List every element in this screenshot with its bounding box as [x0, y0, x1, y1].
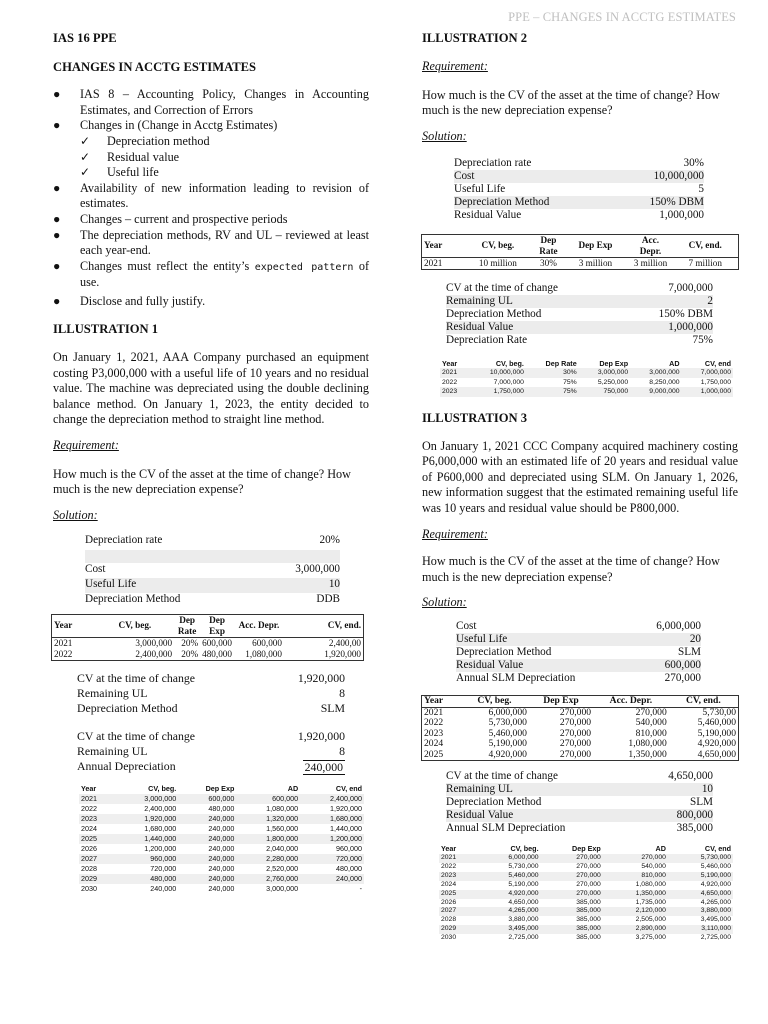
table-cell: 2024	[441, 880, 457, 888]
table-row	[440, 387, 733, 397]
kv-row: Depreciation rate 30%	[454, 156, 704, 169]
table-cell: 270,000	[603, 854, 668, 863]
col-header: Acc. Depr.	[639, 234, 662, 256]
table-cell: 2,040,000	[266, 843, 299, 853]
table-row	[79, 794, 364, 804]
table-row	[439, 934, 733, 943]
table-cell: 3,000,000	[266, 883, 299, 893]
col-header: CV, beg.	[148, 783, 177, 793]
table-cell: 1,080,000	[635, 880, 666, 888]
solution-label: Solution:	[422, 594, 467, 609]
bullet-item: ● Changes in (Change in Acctg Estimates)	[53, 118, 278, 133]
table-cell: 1,080,000	[628, 738, 667, 750]
table-cell: 960,000	[114, 854, 178, 864]
kv-row: Depreciation Method DDB	[85, 592, 340, 605]
table-cell: 5,730,000	[508, 862, 539, 870]
illustration-1-text: On January 1, 2021, AAA Company purchased an equipment costing P3,000,000 with a useful life of 10 years and no residual value. The machine was depreciated using the double declining balance method. On January 1, 2023, the entity decided to change the depreciation method to straight line method.	[53, 350, 369, 427]
table-row	[439, 907, 733, 916]
check-item: ✓ Useful life	[80, 165, 159, 180]
right-column	[422, 30, 738, 943]
col-header: Year	[54, 620, 73, 631]
kv-row: Remaining UL 8	[77, 743, 345, 758]
table-cell: 3,880,000	[668, 907, 733, 916]
table-cell: 1,440,000	[114, 834, 178, 844]
table-cell: 1,735,000	[635, 898, 666, 906]
col-header: CV, end.	[688, 240, 722, 251]
ill1-inputs	[85, 534, 340, 608]
kv-row: Depreciation Method SLM	[446, 796, 713, 809]
col-header: CV, end.	[686, 695, 721, 707]
ill1-ddb-table	[51, 614, 364, 661]
col-header: Dep Rate	[177, 614, 197, 636]
requirement-text: How much is the CV of the asset at the time of change? How much is the new depreciation expense?	[53, 466, 351, 497]
kv-row: Useful Life 10	[85, 578, 340, 593]
table-cell: 385,000	[541, 925, 603, 934]
col-header: Dep Rate	[545, 358, 577, 368]
table-cell: 4,920,000	[700, 880, 731, 888]
col-header: Acc. Depr.	[238, 620, 280, 631]
table-cell: 2029	[439, 925, 475, 934]
table-row: 2021 10 million 30% 3 million 3 million 7 million	[424, 257, 722, 268]
table-cell: 6,000,000	[475, 854, 540, 863]
table-cell: 2,520,000	[266, 863, 299, 873]
ill3-inputs	[456, 620, 701, 685]
table-row	[79, 864, 364, 874]
table-cell: 75%	[526, 387, 579, 397]
kv-row	[85, 550, 340, 563]
table-cell: 240,000	[208, 843, 235, 853]
table-cell: 270,000	[559, 738, 592, 750]
table-cell: 1,200,000	[144, 843, 177, 853]
table-cell: 385,000	[576, 898, 601, 906]
table-cell: 2023	[424, 727, 444, 739]
table-cell: 1,800,000	[236, 834, 300, 844]
table-cell: 240,000	[300, 874, 364, 884]
kv-row: Annual SLM Depreciation 385,000	[446, 822, 713, 835]
col-header: Year	[442, 358, 458, 368]
table-cell: 720,000	[150, 863, 177, 873]
col-header: Year	[81, 783, 97, 793]
ill1-new-depreciation	[77, 730, 345, 775]
table-cell: 480,000	[114, 874, 178, 884]
requirement-text: How much is the CV of the asset at the time of change? How much is the new depreciation expense?	[422, 87, 720, 118]
table-cell: 2,725,000	[508, 934, 539, 942]
ill2-inputs	[454, 157, 704, 222]
table-cell: 2028	[441, 916, 457, 924]
requirement-label: Requirement:	[53, 438, 119, 453]
doc-subtitle: CHANGES IN ACCTG ESTIMATES	[53, 60, 257, 75]
table-cell: 810,000	[603, 872, 668, 881]
table-cell: 270,000	[559, 717, 592, 729]
table-cell: 270,000	[559, 706, 592, 718]
kv-row: Residual Value 800,000	[446, 809, 713, 822]
kv-row: Remaining UL 2	[446, 294, 713, 307]
checkmark-icon: ✓	[80, 134, 91, 149]
table-cell: 2027	[439, 907, 475, 916]
bullet-item: ● The depreciation methods, RV and UL – reviewed at least each year-end.	[53, 227, 369, 258]
table-cell: 540,000	[641, 862, 666, 870]
table-cell: 2025	[439, 890, 475, 899]
running-header: PPE – CHANGES IN ACCTG ESTIMATES	[508, 10, 736, 24]
kv-row: Depreciation Method 150% DBM	[446, 307, 713, 320]
table-cell: 3,110,000	[668, 925, 733, 934]
illustration-2-title: ILLUSTRATION 2	[422, 31, 528, 45]
table-cell: 4,650,000	[668, 890, 733, 899]
bullet-item: ● IAS 8 – Accounting Policy, Changes in Accounting Estimates, and Correction of Errors	[53, 87, 369, 117]
table-cell: 270,000	[559, 748, 592, 760]
kv-row: Depreciation rate 20%	[85, 533, 340, 546]
kv-row: Depreciation Method SLM	[77, 700, 345, 715]
col-header: Year	[441, 844, 457, 854]
col-header: CV, beg.	[481, 240, 515, 251]
table-cell: 2024	[424, 738, 444, 750]
table-cell: 1,440,000	[330, 823, 362, 833]
col-header: Year	[424, 695, 444, 707]
table-row	[79, 854, 364, 864]
requirement-label: Requirement:	[422, 59, 488, 74]
table-cell: 2028	[81, 863, 97, 873]
table-cell: 1,320,000	[236, 814, 300, 824]
solution-label: Solution:	[422, 128, 467, 143]
col-header: CV, end	[704, 844, 731, 854]
table-cell: 4,265,000	[475, 907, 540, 916]
table-cell: 5,460,000	[488, 727, 527, 739]
table-cell: 2026	[441, 898, 457, 906]
table-cell: 1,750,000	[700, 378, 731, 386]
table-cell: 2021	[440, 368, 469, 378]
table-cell: 4,920,000	[488, 748, 527, 760]
table-cell: 5,190,000	[508, 880, 539, 888]
table-cell: 750,000	[579, 387, 630, 397]
table-cell: 2,120,000	[603, 907, 668, 916]
table-cell: 30%	[526, 368, 579, 378]
col-header: Dep Rate	[539, 234, 558, 256]
table-row: 2022 2,400,000 20% 480,000 1,080,000 1,920,000	[54, 648, 361, 659]
kv-row: CV at the time of change 1,920,000	[77, 670, 345, 685]
table-cell: 1,680,000	[144, 823, 177, 833]
check-item: ✓ Depreciation method	[80, 134, 210, 149]
table-cell: 270,000	[541, 890, 603, 899]
kv-row: CV at the time of change 1,920,000	[77, 728, 345, 743]
ill1-schedule-table	[79, 784, 364, 894]
kv-row: Annual SLM Depreciation 270,000	[456, 672, 701, 685]
table-cell: 1,920,000	[330, 803, 362, 813]
bullet-dot-icon: ●	[53, 118, 61, 133]
table-cell: 2,400,000	[144, 803, 177, 813]
table-cell: 385,000	[576, 916, 601, 924]
table-cell: 270,000	[541, 872, 603, 881]
table-cell: 5,460,000	[700, 862, 731, 870]
table-row	[439, 854, 733, 863]
ill2-schedule-table	[440, 359, 733, 397]
col-header: Dep Exp	[209, 614, 225, 636]
table-row	[79, 824, 364, 834]
table-cell: 1,350,000	[628, 748, 667, 760]
col-header: CV, beg.	[495, 358, 524, 368]
table-cell: 7,000,000	[493, 378, 524, 386]
checkmark-icon: ✓	[80, 149, 91, 164]
table-cell: 2023	[79, 814, 114, 824]
bullet-dot-icon: ●	[53, 87, 61, 102]
table-cell: 3,000,000	[579, 368, 630, 378]
kv-row: Cost 6,000,000	[456, 620, 701, 633]
table-cell: 240,000	[208, 863, 235, 873]
table-cell: 2025	[424, 748, 444, 760]
check-item: ✓ Residual value	[80, 149, 180, 164]
table-cell: 240,000	[178, 854, 236, 864]
col-header: Acc. Depr.	[609, 695, 653, 707]
table-cell: 9,000,000	[630, 387, 681, 397]
table-cell: 1,680,000	[300, 814, 364, 824]
table-cell: 810,000	[635, 727, 667, 739]
col-header: CV, end	[704, 358, 731, 368]
bullet-dot-icon: ●	[53, 180, 61, 195]
table-cell: 1,350,000	[603, 890, 668, 899]
table-cell: 2,725,000	[700, 934, 731, 942]
table-cell: 4,650,000	[697, 748, 736, 760]
table-row	[440, 378, 733, 388]
table-row	[439, 881, 733, 890]
table-cell: 2,505,000	[635, 916, 666, 924]
table-cell: 240,000	[178, 834, 236, 844]
table-cell: 3,495,000	[475, 925, 540, 934]
table-cell: 2022	[442, 378, 458, 386]
table-cell: 600,000	[236, 794, 300, 804]
illustration-3-title: ILLUSTRATION 3	[422, 410, 528, 425]
table-cell: 2026	[81, 843, 97, 853]
table-cell: 10,000,000	[469, 368, 526, 378]
col-header: AD	[669, 358, 680, 368]
table-cell: 1,920,000	[114, 814, 178, 824]
kv-row: Remaining UL 8	[77, 685, 345, 700]
table-row	[439, 925, 733, 934]
table-cell: 2021	[79, 794, 114, 804]
table-cell: 270,000	[635, 706, 667, 718]
table-cell: 5,190,000	[488, 738, 527, 750]
table-row: 2021 3,000,000 20% 600,000 600,000 2,400,00	[54, 637, 361, 648]
table-cell: 7,000,000	[682, 368, 733, 378]
table-cell: 3,495,000	[700, 916, 731, 924]
table-cell: 2024	[81, 823, 97, 833]
table-cell: 4,650,000	[508, 898, 539, 906]
table-cell: 2,280,000	[236, 854, 300, 864]
ill3-change-summary	[446, 770, 713, 835]
table-row	[439, 899, 733, 908]
table-cell: 480,000	[208, 803, 235, 813]
table-cell: 2,890,000	[603, 925, 668, 934]
table-cell: 5,730,000	[488, 717, 527, 729]
table-cell: 5,730,00	[702, 706, 736, 718]
table-row	[79, 884, 364, 894]
table-cell: 2,760,000	[236, 874, 300, 884]
table-row	[440, 368, 733, 378]
table-cell: 270,000	[576, 880, 601, 888]
table-cell: 2,400,000	[300, 794, 364, 804]
kv-row: Cost 3,000,000	[85, 562, 340, 575]
table-cell: 600,000	[178, 794, 236, 804]
table-row	[439, 863, 733, 872]
table-row	[439, 890, 733, 899]
requirement-label: Requirement:	[422, 526, 488, 541]
table-cell: 385,000	[576, 934, 601, 942]
table-cell: 2027	[79, 854, 114, 864]
table-row	[79, 834, 364, 844]
col-header: CV, beg.	[118, 620, 152, 631]
table-cell: 1,000,000	[682, 387, 733, 397]
table-cell: 385,000	[541, 907, 603, 916]
bullet-dot-icon: ●	[53, 294, 61, 309]
bullet-dot-icon: ●	[53, 227, 61, 242]
table-cell: 2022	[81, 803, 97, 813]
table-cell: 5,730,000	[668, 854, 733, 863]
table-cell: -	[359, 883, 362, 893]
bullet-dot-icon: ●	[53, 258, 61, 273]
table-cell: 2022	[441, 862, 457, 870]
table-cell: 2025	[79, 834, 114, 844]
table-cell: 270,000	[576, 862, 601, 870]
table-cell: 1,080,000	[266, 803, 299, 813]
bullet-item: ● Changes must reflect the entity’s expected pattern of use.	[53, 258, 370, 289]
table-cell: 720,000	[300, 854, 364, 864]
col-header: CV, beg.	[477, 695, 512, 707]
table-cell: 270,000	[559, 727, 592, 739]
kv-row: CV at the time of change 7,000,000	[446, 281, 713, 294]
checkmark-icon: ✓	[80, 165, 91, 180]
table-row	[79, 804, 364, 814]
table-cell: 75%	[563, 378, 577, 386]
table-cell: 1,200,000	[300, 834, 364, 844]
table-row	[79, 814, 364, 824]
ill3-slm-table	[421, 695, 739, 761]
bullet-list	[53, 87, 369, 310]
table-cell: 8,250,000	[649, 378, 680, 386]
kv-row: CV at the time of change 4,650,000	[446, 770, 713, 783]
col-header: Year	[424, 240, 443, 251]
table-cell: 4,920,000	[475, 890, 540, 899]
kv-row: Annual Depreciation 240,000	[77, 758, 343, 774]
col-header: Dep Exp	[543, 695, 579, 707]
table-cell: 3,000,000	[114, 794, 178, 804]
bullet-item: ● Availability of new information leading to revision of estimates.	[53, 180, 369, 211]
illustration-1-title: ILLUSTRATION 1	[53, 321, 159, 336]
table-cell: 960,000	[336, 843, 362, 853]
col-header: Dep Exp	[572, 844, 601, 854]
table-cell: 540,000	[635, 717, 667, 729]
table-cell: 5,460,000	[475, 872, 540, 881]
kv-row: Useful Life 5	[454, 182, 704, 195]
col-header: Dep Exp	[205, 783, 235, 793]
ill2-change-summary	[446, 282, 713, 347]
table-cell: 240,000	[208, 883, 235, 893]
table-row	[439, 872, 733, 881]
table-cell: 2030	[81, 883, 97, 893]
table-cell: 240,000	[208, 823, 235, 833]
table-cell: 2023	[440, 387, 469, 397]
table-cell: 6,000,000	[488, 706, 527, 718]
bullet-item: ● Disclose and fully justify.	[53, 294, 206, 309]
illustration-3-text: On January 1, 2021 CCC Company acquired machinery costing P6,000,000 with an estimated life of 20 years and residual value of P600,000 and depreciated using SLM. On January 1, 2026, new information suggest that the estimated remaining useful life was 10 years and residual value should be P800,000.	[422, 438, 738, 516]
table-cell: 4,920,000	[697, 738, 736, 750]
col-header: AD	[287, 783, 299, 793]
col-header: CV, end.	[327, 620, 361, 631]
table-cell: 5,250,000	[597, 378, 629, 386]
kv-row: Residual Value 600,000	[456, 659, 701, 672]
ill2-table	[421, 234, 739, 270]
col-header: AD	[655, 844, 666, 854]
kv-row: Depreciation Method 150% DBM	[454, 195, 704, 208]
table-cell: 1,560,000	[266, 823, 299, 833]
bullet-dot-icon: ●	[53, 212, 61, 227]
solution-label: Solution:	[53, 507, 98, 522]
bullet-item: ● Changes – current and prospective periods	[53, 212, 288, 227]
table-row	[79, 844, 364, 854]
kv-row: Depreciation Rate 75%	[446, 333, 713, 346]
table-cell: 480,000	[336, 863, 362, 873]
col-header: Dep Exp	[599, 358, 629, 368]
table-row	[79, 874, 364, 884]
kv-row: Residual Value 1,000,000	[454, 208, 704, 221]
table-cell: 1,750,000	[469, 387, 526, 397]
table-row	[422, 750, 739, 761]
table-cell: 3,880,000	[508, 916, 539, 924]
kv-row: Cost 10,000,000	[454, 169, 704, 182]
kv-row: Remaining UL 10	[446, 783, 713, 796]
col-header: CV, beg.	[510, 844, 539, 854]
table-cell: 240,000	[178, 814, 236, 824]
table-cell: 270,000	[541, 854, 603, 863]
table-cell: 4,265,000	[700, 898, 731, 906]
col-header: Dep Exp	[578, 240, 613, 251]
kv-row: Useful Life 20	[456, 633, 701, 646]
table-cell: 240,000	[178, 874, 236, 884]
table-cell: 3,000,000	[630, 368, 681, 378]
table-cell: 2029	[79, 874, 114, 884]
table-cell: 2021	[424, 706, 444, 718]
col-header: CV, end	[335, 783, 362, 793]
table-cell: 5,190,000	[697, 727, 736, 739]
table-cell: 2021	[439, 854, 475, 863]
requirement-text: How much is the CV of the asset at the time of change? How much is the new depreciation expense?	[422, 554, 720, 584]
left-column	[53, 30, 369, 894]
table-cell: 240,000	[150, 883, 177, 893]
table-cell: 5,190,000	[668, 872, 733, 881]
table-row	[439, 916, 733, 925]
table-cell: 5,460,000	[697, 717, 736, 729]
kv-row: Depreciation Method SLM	[456, 646, 701, 659]
doc-title: IAS 16 PPE	[53, 31, 117, 45]
table-cell: 2030	[441, 934, 457, 942]
table-cell: 2023	[439, 872, 475, 881]
ill1-change-summary	[77, 672, 345, 717]
ill3-schedule-table	[439, 845, 733, 943]
table-cell: 2022	[424, 717, 444, 729]
kv-row: Residual Value 1,000,000	[446, 320, 713, 333]
table-cell: 3,275,000	[635, 934, 666, 942]
